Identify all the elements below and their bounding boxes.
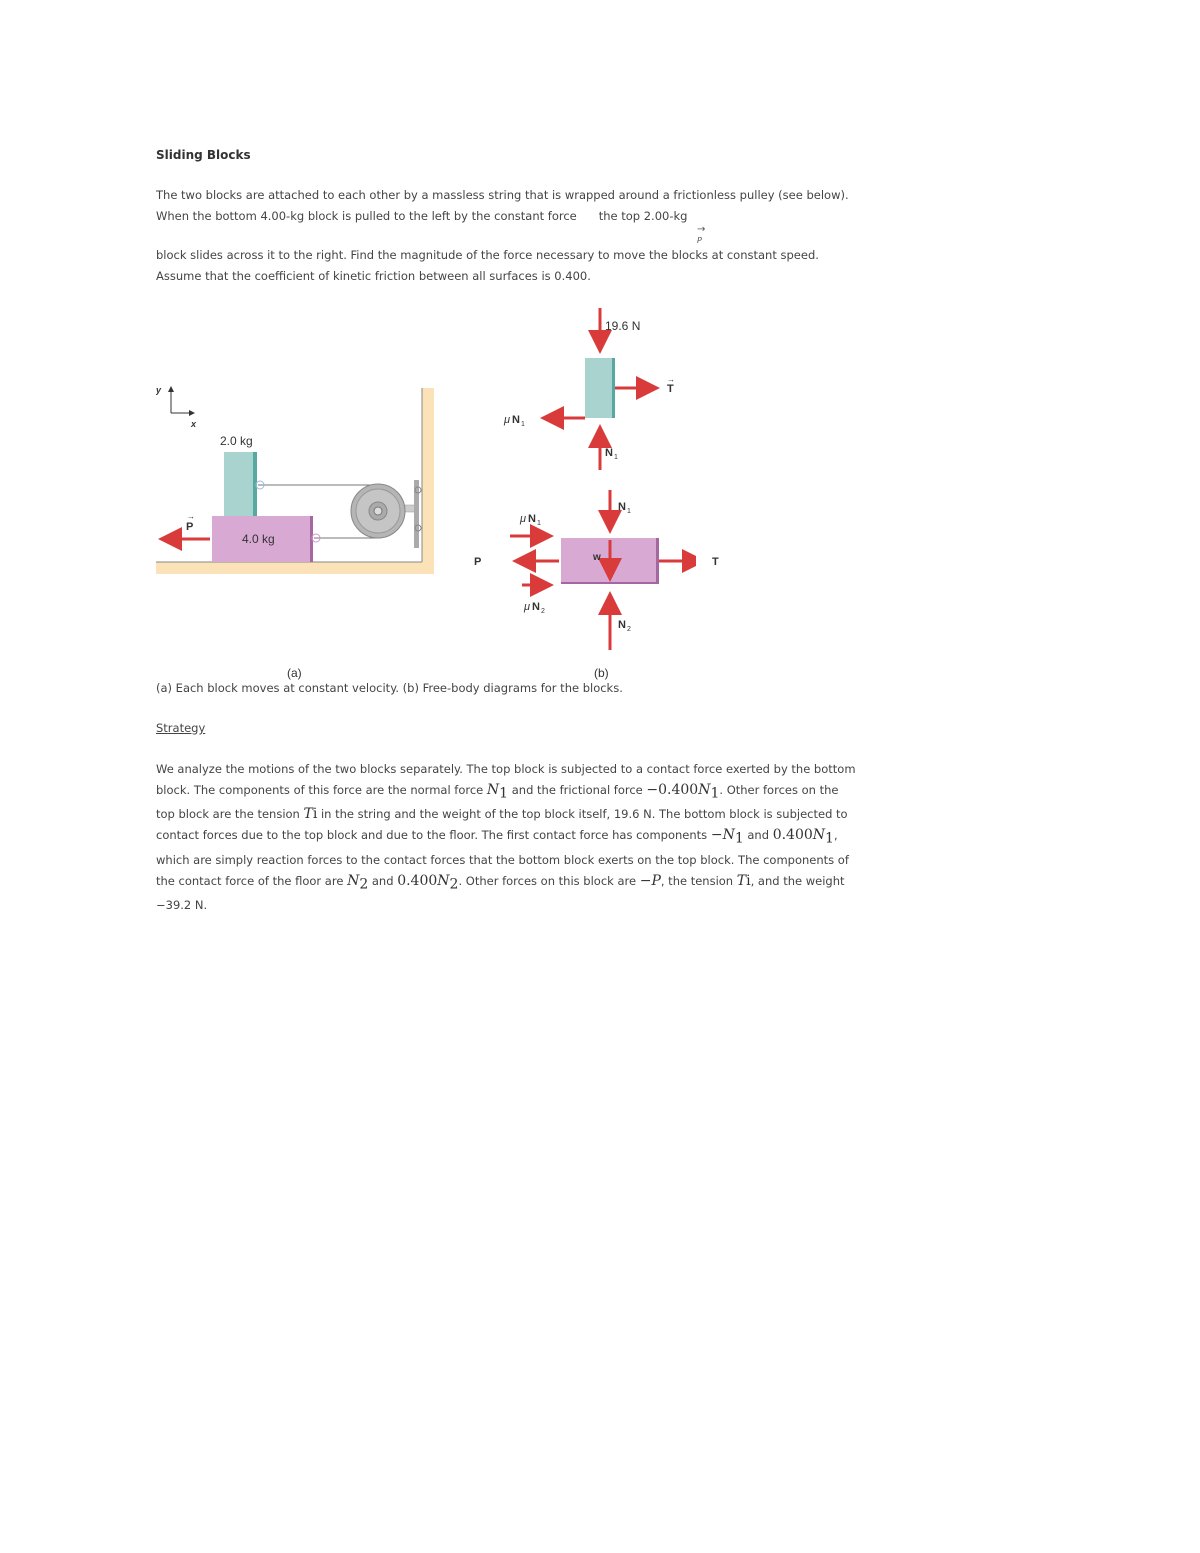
svg-text:4.0 kg: 4.0 kg	[242, 532, 275, 546]
svg-text:P: P	[186, 521, 194, 533]
svg-text:2: 2	[627, 626, 631, 633]
figure-a-label: (a)	[287, 666, 302, 680]
svg-text:x: x	[191, 419, 197, 429]
svg-text:1: 1	[537, 520, 541, 527]
svg-text:N: N	[528, 513, 536, 525]
strategy-link[interactable]: Strategy	[156, 721, 206, 735]
problem-text: The two blocks are attached to each other by a massless string that is wrapped around a frictionless pulley (see below). When the bottom 4.00-kg block is pulled to the left by the constant force	[156, 188, 849, 223]
top-block-2kg	[220, 434, 264, 516]
force-p-vector-symbol: → P	[697, 224, 706, 245]
svg-text:μ: μ	[524, 601, 531, 613]
svg-text:N: N	[532, 601, 540, 613]
problem-text: the top 2.00-kg	[598, 209, 688, 223]
svg-text:1: 1	[614, 454, 618, 461]
svg-text:→: →	[667, 375, 675, 384]
figure-caption: (a) Each block moves at constant velocity. (b) Free-body diagrams for the blocks.	[156, 681, 623, 695]
svg-text:19.6 N: 19.6 N	[605, 319, 641, 333]
svg-text:w: w	[593, 552, 601, 563]
section-title: Sliding Blocks	[156, 148, 251, 162]
bottom-block-fbd	[474, 490, 696, 650]
svg-text:P: P	[474, 556, 482, 568]
svg-text:→: →	[187, 512, 195, 521]
top-block-fbd	[503, 308, 675, 470]
problem-statement-part2: block slides across it to the right. Find the magnitude of the force necessary to move the blocks at constant speed. Assume that the coefficient of kinetic friction between all surfaces is 0.400.	[156, 248, 819, 283]
tension-label-bottom: T	[712, 556, 719, 568]
svg-text:N: N	[512, 414, 520, 426]
svg-text:1: 1	[521, 421, 525, 428]
svg-text:y: y	[156, 385, 162, 395]
axes-icon	[156, 385, 197, 429]
strategy-paragraph: We analyze the motions of the two blocks separately. The top block is subjected to a contact force exerted by the bottom block. The components of this force are the normal force $N_1$ and the frictional force $-0.400N_1$. Other forces on the top block are the tension Ti in the string and the weight of the top block itself, 19.6 N. The bottom block is subjected to contact forces due to the top block and due to the floor. The first contact force has components $-N_1$ and $0.400N_1$, which are simply reaction forces to the contact forces that the bottom block exerts on the top block. The components of the contact force of the floor are $N_2$ and $0.400N_2$. Other forces on this block are −P, the tension Ti, and the weight −39.2 N.	[156, 762, 856, 912]
svg-text:μ: μ	[520, 513, 527, 525]
problem-statement-part1	[156, 185, 856, 227]
bottom-block-4kg	[212, 516, 320, 562]
svg-text:T: T	[667, 383, 674, 395]
svg-text:2.0 kg: 2.0 kg	[220, 434, 253, 448]
figure	[156, 300, 696, 680]
svg-text:N: N	[618, 619, 626, 631]
svg-text:N: N	[605, 447, 613, 459]
svg-text:μ: μ	[504, 414, 511, 426]
wall	[422, 388, 434, 574]
figure-b-label: (b)	[594, 666, 609, 680]
svg-text:1: 1	[627, 508, 631, 515]
svg-text:N: N	[618, 501, 626, 513]
physics-diagram	[156, 300, 696, 680]
floor	[156, 562, 434, 574]
svg-text:2: 2	[541, 608, 545, 615]
